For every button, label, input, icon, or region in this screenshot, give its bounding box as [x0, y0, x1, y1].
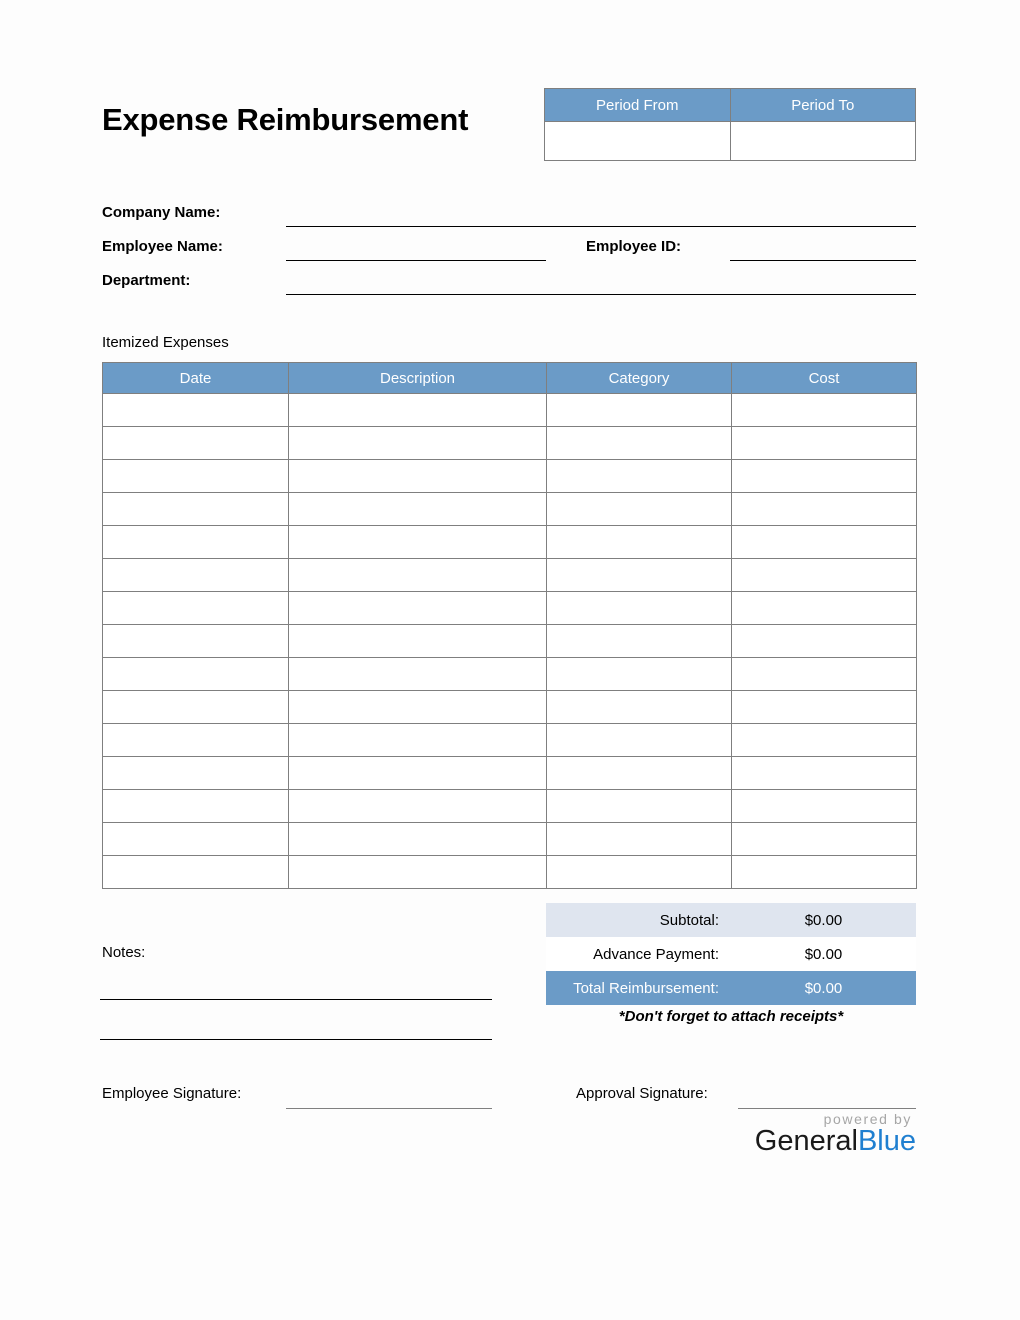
department-input[interactable]	[286, 294, 916, 295]
table-row	[103, 559, 917, 592]
cell-cost[interactable]	[732, 658, 917, 691]
cell-cost[interactable]	[732, 724, 917, 757]
approval-signature-label: Approval Signature:	[576, 1085, 708, 1102]
totals-section	[546, 903, 916, 1005]
cell-cost[interactable]	[732, 592, 917, 625]
cell-category[interactable]	[547, 427, 732, 460]
notes-line-1[interactable]	[100, 999, 492, 1000]
cell-cost[interactable]	[732, 394, 917, 427]
department-label: Department:	[102, 272, 191, 289]
employee-id-input[interactable]	[730, 260, 916, 261]
table-row	[103, 625, 917, 658]
cell-date[interactable]	[103, 625, 289, 658]
cell-cost[interactable]	[732, 823, 917, 856]
period-from-input[interactable]	[545, 122, 731, 161]
cell-cost[interactable]	[732, 790, 917, 823]
period-table	[544, 88, 916, 161]
subtotal-label: Subtotal:	[659, 911, 719, 929]
table-row	[103, 427, 917, 460]
department-row	[102, 270, 916, 304]
table-row	[103, 394, 917, 427]
cell-date[interactable]	[103, 757, 289, 790]
cell-date[interactable]	[103, 493, 289, 526]
table-row	[103, 493, 917, 526]
column-header-category: Category	[547, 363, 732, 394]
column-header-cost: Cost	[732, 363, 917, 394]
cell-category[interactable]	[547, 658, 732, 691]
cell-category[interactable]	[547, 823, 732, 856]
table-row	[103, 658, 917, 691]
attach-receipts-note: *Don't forget to attach receipts*	[618, 1008, 844, 1025]
cell-description[interactable]	[289, 658, 547, 691]
expenses-header-row	[103, 363, 917, 394]
column-header-description: Description	[289, 363, 547, 394]
cell-description[interactable]	[289, 559, 547, 592]
period-to-header: Period To	[730, 89, 916, 122]
cell-cost[interactable]	[732, 526, 917, 559]
brand-blue-text: Blue	[857, 1125, 916, 1157]
employee-signature-label: Employee Signature:	[102, 1085, 242, 1102]
cell-date[interactable]	[103, 427, 289, 460]
employee-name-row	[102, 236, 916, 270]
cell-cost[interactable]	[732, 460, 917, 493]
employee-id-label: Employee ID:	[586, 238, 682, 255]
cell-category[interactable]	[547, 757, 732, 790]
approval-signature-input[interactable]	[738, 1108, 916, 1109]
notes-line-2[interactable]	[100, 1039, 492, 1040]
cell-category[interactable]	[547, 394, 732, 427]
cell-description[interactable]	[289, 790, 547, 823]
cell-date[interactable]	[103, 691, 289, 724]
total-reimbursement-row	[546, 971, 916, 1005]
cell-description[interactable]	[289, 757, 547, 790]
company-name-label: Company Name:	[102, 204, 221, 221]
column-header-date: Date	[103, 363, 289, 394]
employee-signature-input[interactable]	[286, 1108, 492, 1109]
cell-category[interactable]	[547, 856, 732, 889]
cell-cost[interactable]	[732, 493, 917, 526]
cell-cost[interactable]	[732, 427, 917, 460]
cell-description[interactable]	[289, 394, 547, 427]
generalblue-logo	[716, 1112, 916, 1156]
employee-name-label: Employee Name:	[102, 238, 223, 255]
page-title: Expense Reimbursement	[102, 102, 469, 137]
cell-category[interactable]	[547, 790, 732, 823]
cell-category[interactable]	[547, 526, 732, 559]
table-row	[103, 460, 917, 493]
cell-date[interactable]	[103, 559, 289, 592]
cell-description[interactable]	[289, 724, 547, 757]
subtotal-value: $0.00	[804, 911, 843, 929]
table-row	[103, 790, 917, 823]
cell-description[interactable]	[289, 625, 547, 658]
advance-payment-label: Advance Payment:	[593, 945, 719, 963]
cell-description[interactable]	[289, 526, 547, 559]
cell-category[interactable]	[547, 691, 732, 724]
period-to-input[interactable]	[730, 122, 916, 161]
cell-date[interactable]	[103, 526, 289, 559]
cell-date[interactable]	[103, 724, 289, 757]
cell-date[interactable]	[103, 856, 289, 889]
table-row	[103, 823, 917, 856]
cell-date[interactable]	[103, 460, 289, 493]
table-row	[103, 856, 917, 889]
table-row	[103, 592, 917, 625]
brand-name	[716, 1126, 916, 1156]
table-row	[103, 691, 917, 724]
cell-description[interactable]	[289, 856, 547, 889]
table-row	[103, 757, 917, 790]
table-row	[103, 724, 917, 757]
cell-category[interactable]	[547, 625, 732, 658]
cell-date[interactable]	[103, 394, 289, 427]
period-header-row	[545, 89, 916, 122]
cell-cost[interactable]	[732, 559, 917, 592]
itemized-expenses-label: Itemized Expenses	[102, 334, 229, 351]
cell-category[interactable]	[547, 592, 732, 625]
cell-description[interactable]	[289, 493, 547, 526]
period-from-header: Period From	[545, 89, 731, 122]
expenses-body	[103, 394, 917, 889]
cell-description[interactable]	[289, 592, 547, 625]
header-section	[102, 88, 916, 164]
cell-category[interactable]	[547, 724, 732, 757]
employee-info-section	[102, 202, 916, 304]
cell-description[interactable]	[289, 823, 547, 856]
cell-cost[interactable]	[732, 691, 917, 724]
company-name-input[interactable]	[286, 226, 916, 227]
cell-description[interactable]	[289, 427, 547, 460]
period-value-row	[545, 122, 916, 161]
cell-cost[interactable]	[732, 625, 917, 658]
powered-by-text: powered by	[823, 1111, 912, 1127]
company-name-row	[102, 202, 916, 236]
brand-general-text: General	[754, 1125, 858, 1157]
notes-label: Notes:	[102, 944, 146, 961]
subtotal-row	[546, 903, 916, 937]
table-row	[103, 526, 917, 559]
advance-payment-input[interactable]: $0.00	[804, 945, 843, 963]
total-reimbursement-value: $0.00	[804, 979, 843, 997]
advance-payment-row	[546, 937, 916, 971]
total-reimbursement-label: Total Reimbursement:	[573, 979, 719, 997]
cell-date[interactable]	[103, 592, 289, 625]
cell-date[interactable]	[103, 823, 289, 856]
cell-cost[interactable]	[732, 856, 917, 889]
cell-cost[interactable]	[732, 757, 917, 790]
cell-category[interactable]	[547, 493, 732, 526]
cell-date[interactable]	[103, 658, 289, 691]
cell-description[interactable]	[289, 460, 547, 493]
cell-description[interactable]	[289, 691, 547, 724]
employee-name-input[interactable]	[286, 260, 546, 261]
cell-category[interactable]	[547, 460, 732, 493]
cell-category[interactable]	[547, 559, 732, 592]
cell-date[interactable]	[103, 790, 289, 823]
itemized-expenses-table	[102, 362, 917, 889]
